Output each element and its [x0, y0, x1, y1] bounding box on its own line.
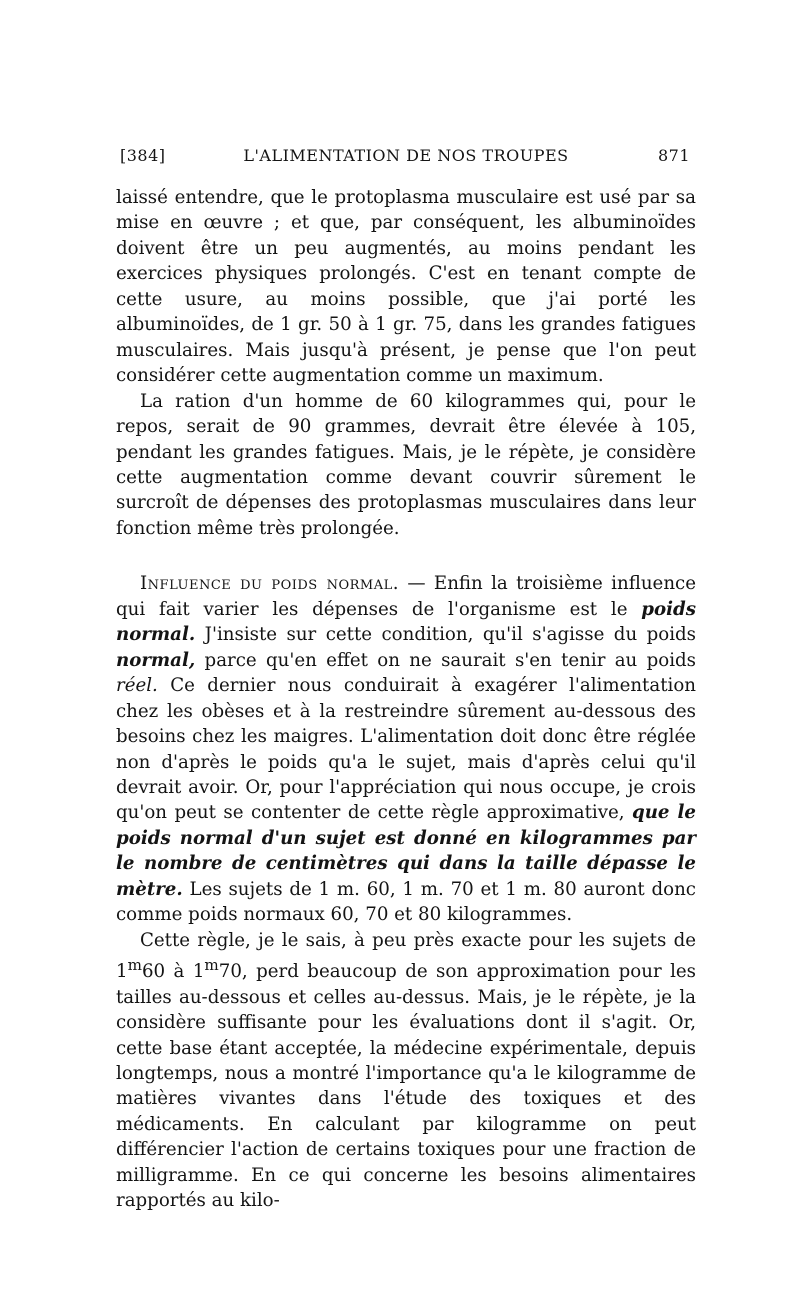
text-run: Enfin la troisième influence qui fait varier les dépenses de l'organisme est le [116, 573, 696, 620]
running-title: L'ALIMENTATION DE NOS TROUPES [243, 146, 569, 165]
unit-superscript: m [204, 956, 219, 975]
page-number: 871 [657, 146, 690, 165]
paragraph-2: La ration d'un homme de 60 kilogrammes qui, pour le repos, serait de 90 grammes, devrait être élevée à 105, pendant les grandes fatigues. Mais, je le répète, je considère cette augmentation comme devant couvrir sûrement le surcroît de dépenses des protoplasmas musculaires dans leur fonction même très prolongée. [116, 390, 696, 539]
text-run: parce qu'en effet on ne saurait s'en tenir au poids [195, 649, 696, 671]
book-page [116, 146, 696, 1214]
body-text [116, 185, 696, 1214]
text-run: J'insiste sur cette condition, qu'il s'agisse du poids [195, 624, 696, 646]
emphasis-poids-normal: poids normal. [116, 598, 696, 646]
section-paragraph-1 [116, 571, 696, 927]
running-header [116, 146, 696, 170]
text-run: 60 à 1 [141, 961, 205, 983]
emphasis-reel: réel. [116, 675, 158, 697]
section-heading: Influence du poids normal. [140, 573, 400, 595]
emphasis-normal: normal, [116, 649, 196, 671]
heading-dash: — [399, 573, 434, 595]
text-run: Ce dernier nous conduirait à exagérer l'alimentation chez les obèses et à la restreindre sûrement au-dessous des besoins chez les maigres. L'alimentation doit donc être réglée non d'après le poids qu'a le sujet, mais d'après celui qu'il devrait avoir. Or, pour l'appréciation qui nous occupe, je crois qu'on peut se contenter de cette règle approximative, [116, 675, 696, 824]
emphasis-rule: que le poids normal d'un sujet est donné en kilogrammes par le nombre de centimètres qui dans la taille dépasse le mètre. [116, 802, 696, 900]
text-run: 70, perd beaucoup de son approximation pour les tailles au-dessous et celles au-dessus. Mais, je le répète, je la considère suffisante pour les évaluations dont il s'agit. Or, cette base étant acceptée, la médecine expérimentale, depuis longtemps, nous a montré l'importance qu'a le kilogramme de matières vivantes dans l'étude des toxiques et des médicaments. En calculant par kilogramme on peut différencier l'action de certains toxiques pour une fraction de milligramme. En ce qui concerne les besoins alimentaires rapportés au kilo- [116, 961, 696, 1212]
unit-superscript: m [127, 956, 142, 975]
paragraph-1: laissé entendre, que le protoplasma musculaire est usé par sa mise en œuvre ; et que, par conséquent, les albuminoïdes doivent être un peu augmentés, au moins pendant les exercices physiques prolongés. C'est en tenant compte de cette usure, au moins possible, que j'ai porté les albuminoïdes, de 1 gr. 50 à 1 gr. 75, dans les grandes fatigues musculaires. Mais jusqu'à présent, je pense que l'on peut considérer cette augmentation comme un maximum. [116, 187, 696, 387]
text-run: Les sujets de 1 m. 60, 1 m. 70 et 1 m. 80 auront donc comme poids normaux 60, 70 et 80 kilogrammes. [116, 878, 696, 926]
page-reference: [384] [120, 146, 166, 165]
section-paragraph-2 [116, 928, 696, 1214]
text-run: Cette règle, je le sais, à peu près exacte pour les sujets de 1 [116, 929, 696, 983]
